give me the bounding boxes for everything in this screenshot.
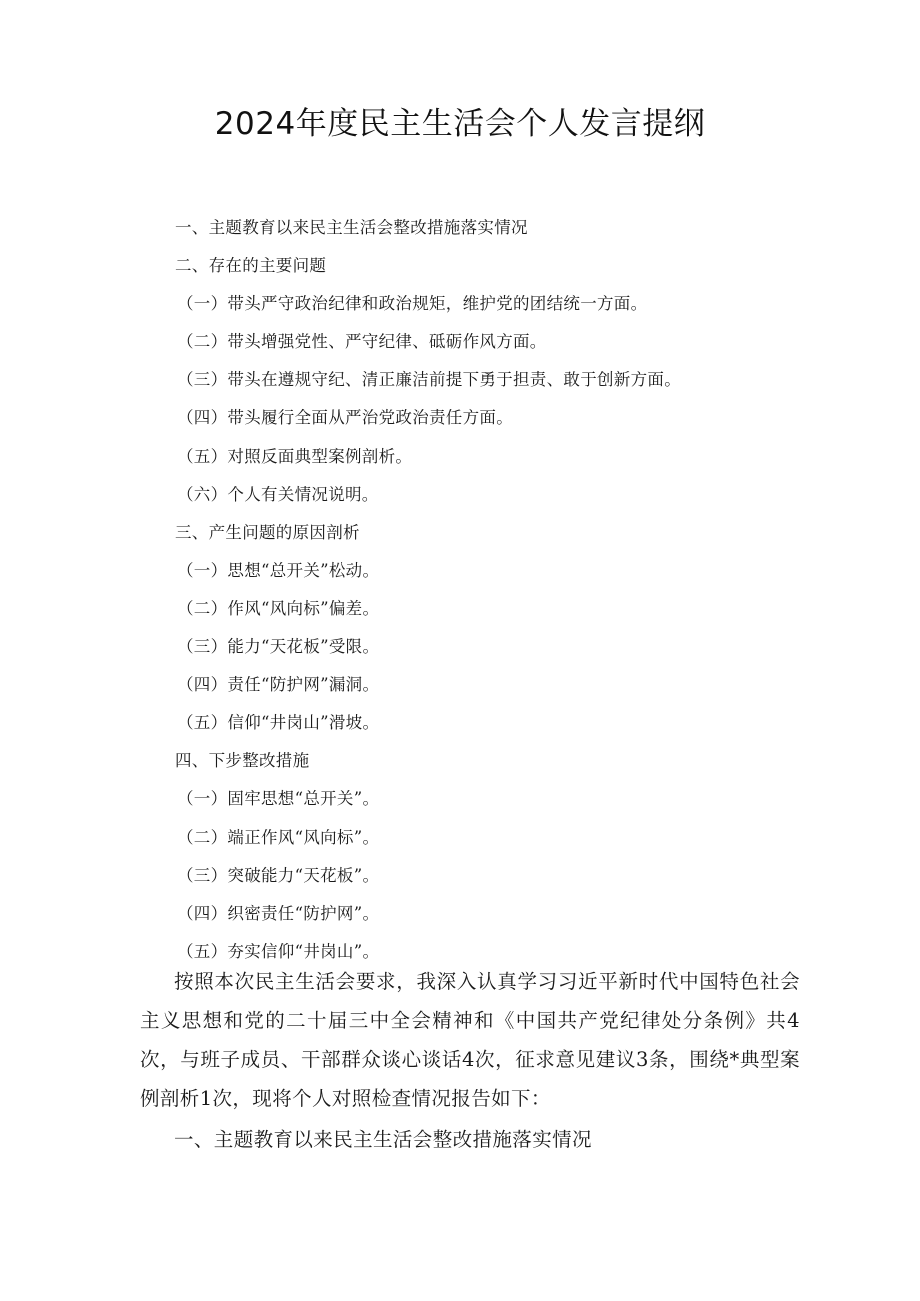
outline-subitem: （五）信仰“井岗山”滑坡。 xyxy=(177,713,380,733)
outline-subitem: （五）夯实信仰“井岗山”。 xyxy=(177,941,380,961)
outline-list xyxy=(175,209,815,971)
intro-paragraph: 按照本次民主生活会要求，我深入认真学习习近平新时代中国特色社会主义思想和党的二十届三中全会精神和《中国共产党纪律处分条例》共4次，与班子成员、干部群众谈心谈话4次，征求意见建议3条，围绕*典型案例剖析1次，现将个人对照检查情况报告如下： xyxy=(140,970,800,1110)
outline-subitem: （一）思想“总开关”松动。 xyxy=(177,560,380,580)
outline-subitem: （三）能力“天花板”受限。 xyxy=(177,637,380,657)
outline-subitem: （六）个人有关情况说明。 xyxy=(177,484,379,504)
outline-subitem: （四）带头履行全面从严治党政治责任方面。 xyxy=(177,408,513,428)
document-title: 2024年度民主生活会个人发言提纲 xyxy=(214,106,706,142)
outline-subitem: （一）带头严守政治纪律和政治规矩，维护党的团结统一方面。 xyxy=(177,294,648,314)
outline-heading: 二、存在的主要问题 xyxy=(175,256,327,276)
outline-subitem: （三）突破能力“天花板”。 xyxy=(177,865,380,885)
outline-subitem: （五）对照反面典型案例剖析。 xyxy=(177,446,413,466)
outline-subitem: （四）织密责任“防护网”。 xyxy=(177,903,380,923)
outline-subitem: （三）带头在遵规守纪、清正廉洁前提下勇于担责、敢于创新方面。 xyxy=(177,370,681,390)
outline-subitem: （二）带头增强党性、严守纪律、砥砺作风方面。 xyxy=(177,332,547,352)
outline-heading: 一、主题教育以来民主生活会整改措施落实情况 xyxy=(175,218,528,237)
outline-heading: 四、下步整改措施 xyxy=(175,751,310,771)
outline-subitem: （二）作风“风向标”偏差。 xyxy=(177,598,380,618)
outline-heading: 三、产生问题的原因剖析 xyxy=(175,522,360,542)
outline-subitem: （四）责任“防护网”漏洞。 xyxy=(177,675,380,695)
outline-subitem: （二）端正作风“风向标”。 xyxy=(177,827,380,847)
outline-subitem: （一）固牢思想“总开关”。 xyxy=(177,789,380,809)
section-heading: 一、主题教育以来民主生活会整改措施落实情况 xyxy=(174,1128,592,1151)
